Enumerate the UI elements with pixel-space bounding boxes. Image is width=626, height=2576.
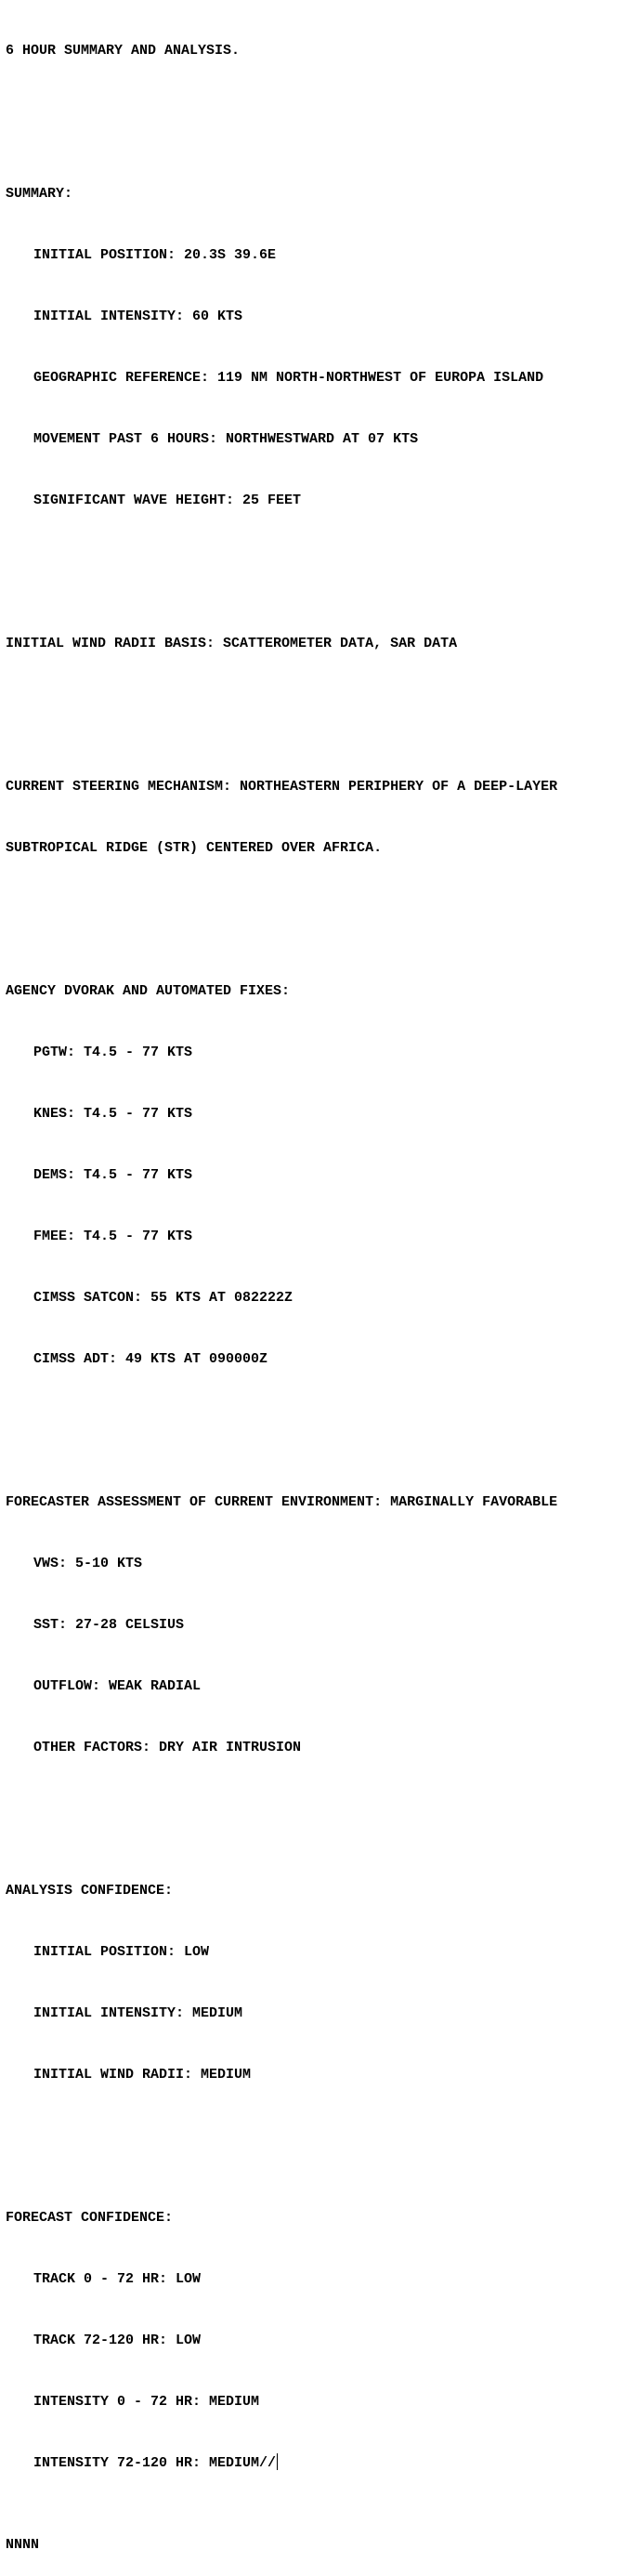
spacer [6, 1411, 626, 1431]
fix-knes: KNES: T4.5 - 77 KTS [33, 1106, 193, 1122]
summary-heading: SUMMARY: [6, 186, 73, 202]
steering-line-2: SUBTROPICAL RIDGE (STR) CENTERED OVER AFRICA. [6, 840, 383, 856]
spacer [6, 900, 626, 920]
environment-vws: VWS: 5-10 KTS [33, 1556, 143, 1571]
forecast-confidence-intensity-72-120: INTENSITY 72-120 HR: MEDIUM// [33, 2455, 277, 2471]
summary-wave-height: SIGNIFICANT WAVE HEIGHT: 25 FEET [33, 493, 302, 508]
spacer [6, 552, 626, 572]
summary-initial-intensity: INITIAL INTENSITY: 60 KTS [33, 309, 243, 324]
summary-geographic-reference: GEOGRAPHIC REFERENCE: 119 NM NORTH-NORTHWEST OF EUROPA ISLAND [33, 370, 544, 386]
environment-heading: FORECASTER ASSESSMENT OF CURRENT ENVIRONMENT: MARGINALLY FAVORABLE [6, 1494, 558, 1510]
fix-cimss-adt: CIMSS ADT: 49 KTS AT 090000Z [33, 1351, 268, 1367]
fix-cimss-satcon: CIMSS SATCON: 55 KTS AT 082222Z [33, 1290, 293, 1306]
wind-radii-basis: INITIAL WIND RADII BASIS: SCATTEROMETER DATA, SAR DATA [6, 636, 458, 651]
forecast-confidence-intensity-72-120-row[interactable] [6, 2453, 626, 2474]
steering-line-1: CURRENT STEERING MECHANISM: NORTHEASTERN PERIPHERY OF A DEEP-LAYER [6, 779, 558, 795]
analysis-confidence-wind-radii: INITIAL WIND RADII: MEDIUM [33, 2067, 252, 2083]
analysis-confidence-heading: ANALYSIS CONFIDENCE: [6, 1883, 174, 1899]
fixes-heading: AGENCY DVORAK AND AUTOMATED FIXES: [6, 983, 291, 999]
analysis-confidence-position: INITIAL POSITION: LOW [33, 1944, 210, 1960]
environment-other-factors: OTHER FACTORS: DRY AIR INTRUSION [33, 1740, 302, 1755]
fix-fmee: FMEE: T4.5 - 77 KTS [33, 1229, 193, 1244]
spacer [6, 1799, 626, 1820]
spacer [6, 695, 626, 716]
summary-movement: MOVEMENT PAST 6 HOURS: NORTHWESTWARD AT 07 KTS [33, 431, 419, 447]
analysis-confidence-intensity: INITIAL INTENSITY: MEDIUM [33, 2005, 243, 2021]
forecast-confidence-track-72-120: TRACK 72-120 HR: LOW [33, 2333, 202, 2348]
spacer [6, 102, 626, 123]
document-title: 6 HOUR SUMMARY AND ANALYSIS. [6, 43, 241, 59]
forecast-confidence-heading: FORECAST CONFIDENCE: [6, 2210, 174, 2226]
end-marker: NNNN [6, 2537, 40, 2553]
fix-dems: DEMS: T4.5 - 77 KTS [33, 1167, 193, 1183]
summary-initial-position: INITIAL POSITION: 20.3S 39.6E [33, 247, 277, 263]
environment-outflow: OUTFLOW: WEAK RADIAL [33, 1678, 202, 1694]
text-cursor [277, 2453, 278, 2470]
spacer [6, 2126, 626, 2147]
fix-pgtw: PGTW: T4.5 - 77 KTS [33, 1045, 193, 1060]
environment-sst: SST: 27-28 CELSIUS [33, 1617, 185, 1633]
forecast-confidence-intensity-0-72: INTENSITY 0 - 72 HR: MEDIUM [33, 2394, 260, 2410]
forecast-confidence-track-0-72: TRACK 0 - 72 HR: LOW [33, 2271, 202, 2287]
